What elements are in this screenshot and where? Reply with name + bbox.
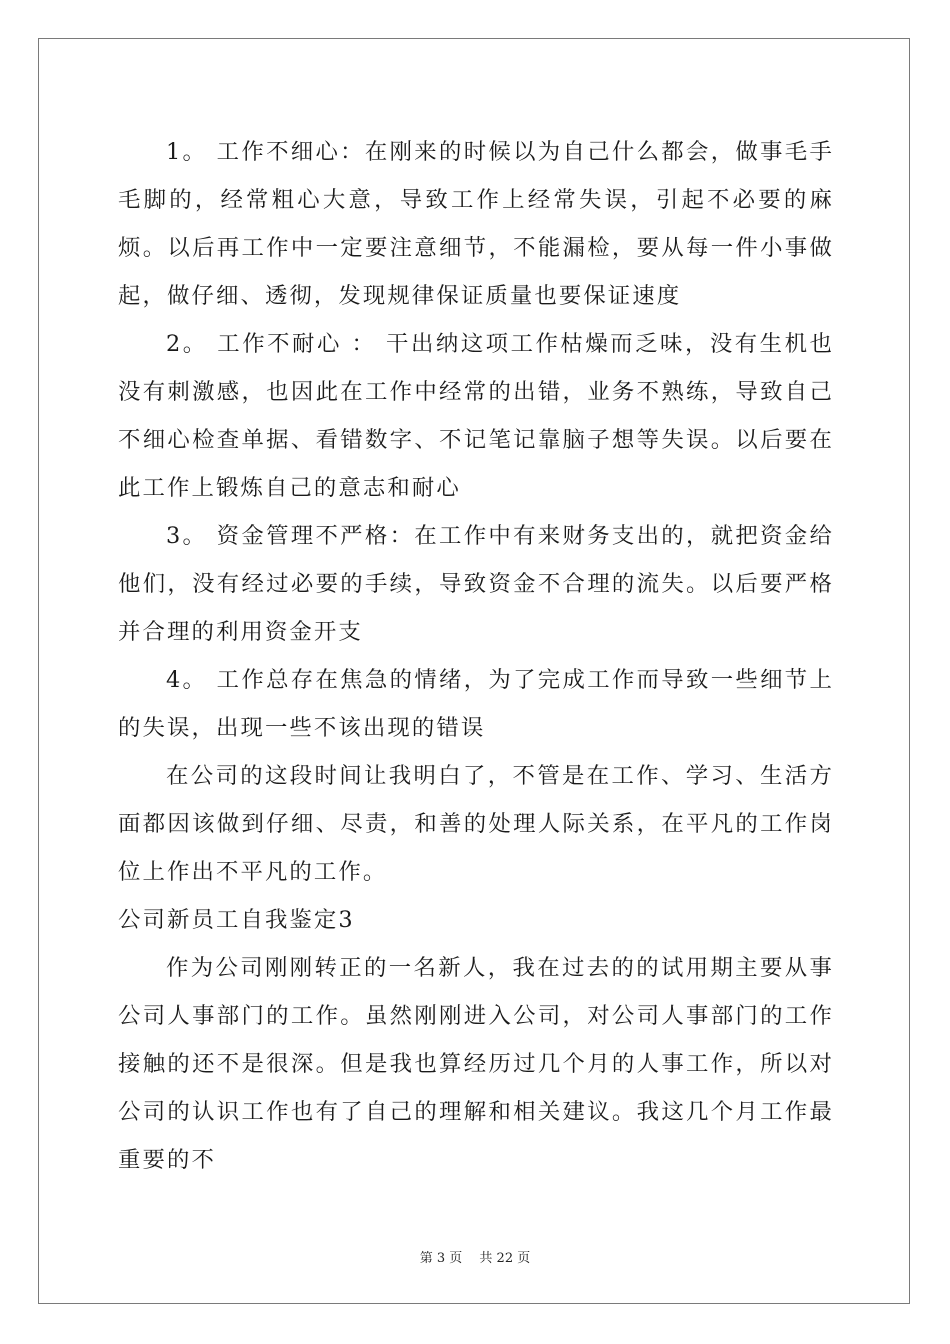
page-number-footer: 第 3 页 共 22 页 xyxy=(419,1251,531,1266)
paragraph-item-2: 2。 工作不耐心 ： 干出纳这项工作枯燥而乏味，没有生机也没有刺激感，也因此在工作中经常的出错，业务不熟练，导致自己不细心检查单据、看错数字、不记笔记靠脑子想等失误。以后要在此工作上锻炼自己的意志和耐心 xyxy=(118,331,834,501)
paragraph-item-1: 1。 工作不细心：在刚来的时候以为自己什么都会，做事毛手毛脚的，经常粗心大意，导致工作上经常失误，引起不必要的麻烦。以后再工作中一定要注意细节，不能漏检，要从每一件小事做起，做仔细、透彻，发现规律保证质量也要保证速度 xyxy=(118,139,834,309)
paragraph-item-3: 3。 资金管理不严格：在工作中有来财务支出的，就把资金给他们，没有经过必要的手续，导致资金不合理的流失。以后要严格并合理的利用资金开支 xyxy=(118,523,834,645)
paragraph-intro: 作为公司刚刚转正的一名新人，我在过去的的试用期主要从事公司人事部门的工作。虽然刚刚进入公司，对公司人事部门的工作接触的还不是很深。但是我也算经历过几个月的人事工作，所以对公司的认识工作也有了自己的理解和相关建议。我这几个月工作最重要的不 xyxy=(118,955,834,1173)
paragraph-summary: 在公司的这段时间让我明白了，不管是在工作、学习、生活方面都因该做到仔细、尽责，和善的处理人际关系，在平凡的工作岗位上作出不平凡的工作。 xyxy=(118,763,834,885)
paragraph-item-4: 4。 工作总存在焦急的情绪，为了完成工作而导致一些细节上的失误，出现一些不该出现的错误 xyxy=(118,667,834,741)
section-heading: 公司新员工自我鉴定3 xyxy=(118,907,355,933)
document-body xyxy=(118,128,834,1184)
